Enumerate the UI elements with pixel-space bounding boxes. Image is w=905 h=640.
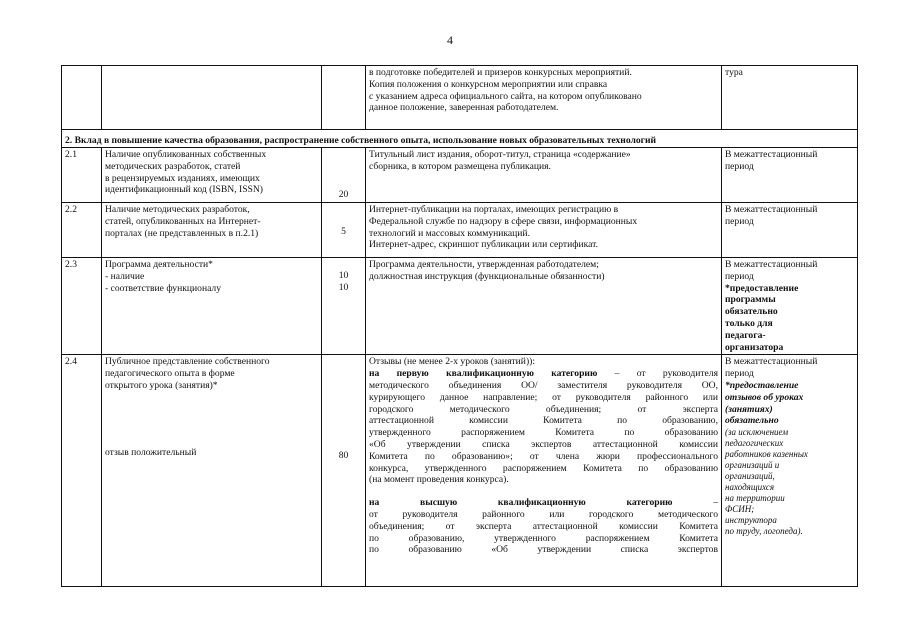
period-note-line: *предоставление xyxy=(725,379,799,391)
page-number: 4 xyxy=(447,33,453,47)
evidence-line: сборника, в котором размещена публикация. xyxy=(369,160,551,172)
evidence-line: курирующего данное направление; от руководителя районного или xyxy=(369,391,718,403)
evidence-line: Программа деятельности, утвержденная работодателем; xyxy=(369,259,599,270)
indicator-line: педагогического опыта в форме xyxy=(105,368,235,380)
period-cell xyxy=(722,148,858,203)
period-note-line: обязательно xyxy=(725,415,779,427)
period-exception-line: ФСИН; xyxy=(725,504,755,515)
section-heading-row xyxy=(62,130,858,148)
period-note-line: (занятиях) xyxy=(725,403,773,415)
subindicator-text: отзыв положительный xyxy=(105,446,197,458)
evidence-line: на высшую квалификационную категорию – xyxy=(369,497,718,509)
period-exception-line: (за исключением xyxy=(725,427,789,438)
evidence-cell xyxy=(366,148,722,203)
points-value: 10 xyxy=(338,281,349,293)
period-exception-line: организаций, xyxy=(725,471,775,482)
evidence-line: на первую квалификационную категорию – от руководителя xyxy=(369,368,718,380)
row-number: 2.1 xyxy=(62,148,102,203)
indicator-line: Наличие методических разработок, xyxy=(105,204,250,215)
evidence-line: объединения; от эксперта аттестационной комиссии Комитета xyxy=(369,520,718,532)
period-text: тура xyxy=(725,67,743,78)
points-value: 10 xyxy=(338,270,349,281)
period-cell xyxy=(722,203,858,258)
evidence-line: конкурса, утвержденного распоряжением Комитета по образованию xyxy=(369,462,718,474)
evidence-line: данное положение, заверенная работодателем. xyxy=(369,102,559,114)
indicator-line: порталах (не представленных в п.2.1) xyxy=(105,227,259,239)
period-exception-line: инструктора xyxy=(725,515,777,526)
evidence-line: методического объединения ОО/ заместителя руководителя ОО, xyxy=(369,379,718,391)
evidence-cell xyxy=(366,355,722,587)
period-line: период xyxy=(725,368,754,380)
evidence-line: «Об утверждении списка экспертов аттестационной комиссии xyxy=(369,438,718,450)
evidence-line: Интернет-адрес, скриншот публикации или сертификат. xyxy=(369,239,598,251)
first-category-label: на первую квалификационную категорию xyxy=(369,368,598,380)
points-cell xyxy=(322,148,366,203)
period-exception-line: работников казенных xyxy=(725,449,808,460)
period-note-line: обязательно xyxy=(725,306,778,318)
evidence-line: должностная инструкция (функциональные обязанности) xyxy=(369,270,605,282)
evidence-intro: Отзывы (не менее 2-х уроков (занятий)): xyxy=(369,356,535,368)
indicator-line: методических разработок, статей xyxy=(105,160,241,172)
period-line: В межаттестационный xyxy=(725,356,818,368)
period-line: В межаттестационный xyxy=(725,149,818,160)
evidence-line: городского методического объединения; от эксперта xyxy=(369,403,718,415)
evidence-line: Копия положения о конкурсном мероприятии или справка xyxy=(369,78,608,90)
evidence-cell xyxy=(366,203,722,258)
evidence-line: утвержденного распоряжением Комитета по образованию xyxy=(369,427,718,439)
points-value: 5 xyxy=(341,226,346,237)
period-cell xyxy=(722,355,858,587)
evidence-cell xyxy=(366,258,722,355)
attestation-criteria-table xyxy=(61,65,858,587)
period-line: В межаттестационный xyxy=(725,259,818,270)
indicator-line: Программа деятельности* xyxy=(105,259,213,270)
indicator-line: статей, опубликованных на Интернет- xyxy=(105,215,261,227)
period-exception-line: находящихся xyxy=(725,482,775,493)
evidence-line: по образованию «Об утверждении списка экспертов xyxy=(369,544,718,556)
row-number: 2.4 xyxy=(62,355,102,587)
indicator-line: открытого урока (занятия)* xyxy=(105,379,218,391)
period-note-line: отзывов об уроках xyxy=(725,391,804,403)
indicator-cell xyxy=(102,258,322,355)
table-row-continuation xyxy=(62,66,858,130)
period-note-line: *предоставление xyxy=(725,282,799,294)
row-number: 2.3 xyxy=(62,258,102,355)
evidence-line: с указанием адреса официального сайта, на котором опубликовано xyxy=(369,90,642,102)
evidence-line: Комитета по образованию»; от члена жюри профессионального xyxy=(369,450,718,462)
period-exception-line: на территории xyxy=(725,493,785,504)
points-cell xyxy=(322,355,366,587)
period-note-line: программы xyxy=(725,294,776,306)
period-exception-line: педагогических xyxy=(725,438,784,449)
table-row-2-4 xyxy=(62,355,858,587)
row-number: 2.2 xyxy=(62,203,102,258)
points-value: 20 xyxy=(338,189,349,201)
evidence-line: технологий и массовых коммуникаций. xyxy=(369,227,530,239)
num-cell xyxy=(62,66,102,130)
evidence-line: Интернет-публикации на порталах, имеющих регистрацию в xyxy=(369,204,619,215)
period-line: В межаттестационный xyxy=(725,204,818,215)
period-line: период xyxy=(725,270,754,282)
period-note-line: организатора xyxy=(725,341,784,353)
indicator-line: в рецензируемых изданиях, имеющих xyxy=(105,172,260,184)
evidence-line: Титульный лист издания, оборот-титул, страница «содержание» xyxy=(369,149,631,160)
table-row-2-2 xyxy=(62,203,858,258)
section-title: 2. Вклад в повышение качества образования, распространение собственного опыта, использование новых образовательных технологий xyxy=(65,135,657,147)
evidence-line: по образованию, утвержденного распоряжением Комитета xyxy=(369,532,718,544)
indicator-cell xyxy=(102,148,322,203)
points-cell xyxy=(322,258,366,355)
period-exception-line: организаций и xyxy=(725,460,780,471)
evidence-line: Федеральной службе по надзору в сфере связи, информационных xyxy=(369,215,638,227)
period-note-line: педагога- xyxy=(725,329,766,341)
points-cell xyxy=(322,203,366,258)
indicator-line: Наличие опубликованных собственных xyxy=(105,149,267,160)
evidence-cell xyxy=(366,66,722,130)
evidence-line: от руководителя районного или городского методического xyxy=(369,508,718,520)
indicator-line: идентификационный код (ISBN, ISSN) xyxy=(105,184,263,196)
indicator-line: Публичное представление собственного xyxy=(105,356,270,368)
period-cell xyxy=(722,258,858,355)
indicator-line: - наличие xyxy=(105,270,145,282)
period-line: период xyxy=(725,215,754,227)
period-cell xyxy=(722,66,858,130)
indicator-line: - соответствие функционалу xyxy=(105,282,222,294)
points-cell xyxy=(322,66,366,130)
period-line: период xyxy=(725,160,754,172)
period-exception-line: по труду, логопеда). xyxy=(725,526,803,537)
table-row-2-3 xyxy=(62,258,858,355)
table-row-2-1 xyxy=(62,148,858,203)
evidence-line: (на момент проведения конкурса). xyxy=(369,474,509,486)
points-value: 80 xyxy=(338,450,349,462)
highest-category-label: на высшую квалификационную категорию xyxy=(369,497,673,509)
evidence-line: в подготовке победителей и призеров конкурсных мероприятий. xyxy=(369,67,632,78)
evidence-line: аттестационной комиссии Комитета по образованию, xyxy=(369,415,718,427)
indicator-cell xyxy=(102,66,322,130)
indicator-cell xyxy=(102,203,322,258)
indicator-cell xyxy=(102,355,322,587)
period-note-line: только для xyxy=(725,317,773,329)
